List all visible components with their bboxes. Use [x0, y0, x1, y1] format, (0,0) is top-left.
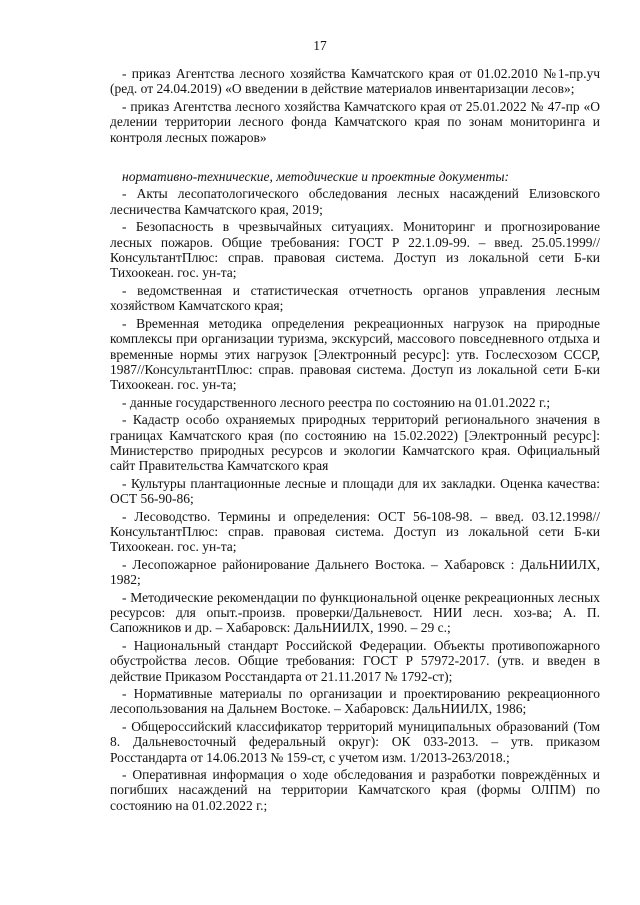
list-item: - приказ Агентства лесного хозяйства Камчатского края от 25.01.2022 № 47-пр «О делении территории лесного фонда Камчатского края по зонам мониторинга и контроля лесных пожаров»: [110, 98, 600, 145]
list-item: - Нормативные материалы по организации и проектированию рекреационного лесопользования на Дальнем Востоке. – Хабаровск: ДальНИИЛХ, 1986;: [110, 686, 600, 717]
list-item: - Кадастр особо охраняемых природных территорий регионального значения в границах Камчатского края (по состоянию на 15.02.2022) [Электронный ресурс]: Министерство природных ресурсов и экологии Камчатского края. Официальный сайт Правительства Камчатского края: [110, 412, 600, 474]
list-item: - Акты лесопатологического обследования лесных насаждений Елизовского лесничества Камчатского края, 2019;: [110, 186, 600, 217]
list-item: - Общероссийский классификатор территорий муниципальных образований (Том 8. Дальневосточный федеральный округ): ОК 033-2013. – утв. приказом Росстандарта от 14.06.2013 № 159-ст, с учетом изм. 1/2013-263/2018.;: [110, 718, 600, 765]
list-item: - Временная методика определения рекреационных нагрузок на природные комплексы при организации туризма, экскурсий, массового повседневного отдыха и временные нормы этих нагрузок [Электронный ресурс]: утв. Гослесхозом СССР, 1987//КонсультантПлюс: справ. правовая система. Доступ из локальной сети Б-ки Тихоокеан. гос. ун-та;: [110, 315, 600, 393]
list-item: - Лесоводство. Термины и определения: ОСТ 56-108-98. – введ. 03.12.1998// КонсультантПлюс: справ. правовая система. Доступ из локальной сети Б-ки Тихоокеан. гос. ун-та;: [110, 508, 600, 555]
list-item: - данные государственного лесного реестра по состоянию на 01.01.2022 г.;: [122, 394, 551, 410]
list-item: - Методические рекомендации по функциональной оценке рекреационных лесных ресурсов: для опыт.-произв. проверки/Дальневост. НИИ лесн. хоз-ва; А. П. Сапожников и др. – Хабаровск: ДальНИИЛХ, 1990. – 29 с.;: [110, 589, 600, 636]
list-item: - Национальный стандарт Российской Федерации. Объекты противопожарного обустройства лесов. Общие требования: ГОСТ Р 57972-2017. (утв. и введен в действие Приказом Росстандарта от 21.11.2017 № 1792-ст);: [110, 637, 600, 684]
document-body: [110, 66, 600, 813]
list-item: - Культуры плантационные лесные и площади для их закладки. Оценка качества: ОСТ 56-90-86;: [110, 475, 600, 507]
list-item: - приказ Агентства лесного хозяйства Камчатского края от 01.02.2010 №1-пр.уч (ред. от 24.04.2019) «О введении в действие материалов инвентаризации лесов»;: [110, 66, 600, 97]
list-item: - Оперативная информация о ходе обследования и разработки повреждённых и погибших насаждений на территории Камчатского края (формы ОЛПМ) по состоянию на 01.02.2022 г.;: [110, 767, 600, 813]
section-heading: нормативно-технические, методические и проектные документы:: [122, 169, 509, 185]
list-item: - Лесопожарное районирование Дальнего Востока. – Хабаровск : ДальНИИЛХ, 1982;: [110, 556, 600, 588]
list-item: - Безопасность в чрезвычайных ситуациях. Мониторинг и прогнозирование лесных пожаров. Общие требования: ГОСТ Р 22.1.09-99. – введ. 25.05.1999// КонсультантПлюс: справ. правовая система. Доступ из локальной сети Б-ки Тихоокеан. гос. ун-та;: [110, 219, 600, 281]
page-number: 17: [313, 38, 327, 53]
list-item: - ведомственная и статистическая отчетность органов управления лесным хозяйством Камчатского края;: [110, 282, 600, 314]
